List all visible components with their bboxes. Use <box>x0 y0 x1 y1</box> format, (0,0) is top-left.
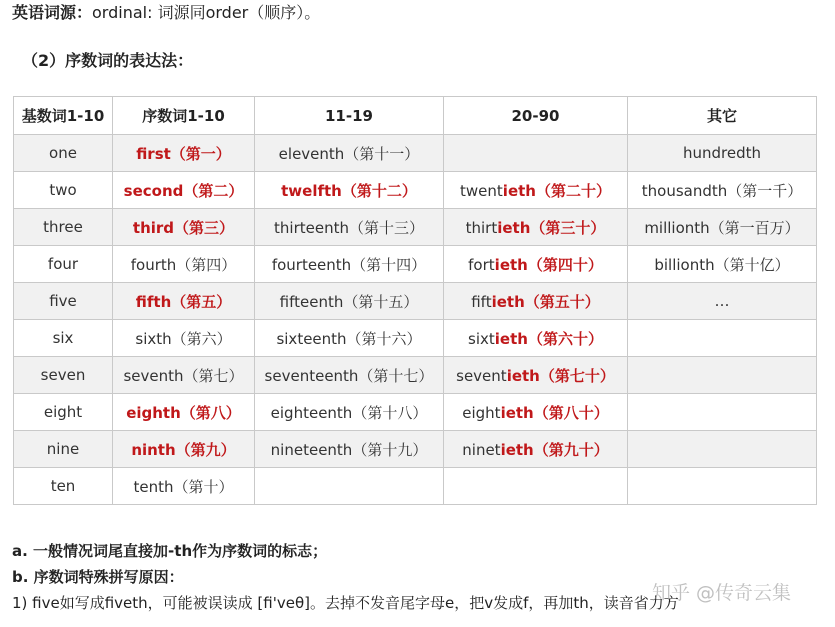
cell-text: five <box>49 292 77 310</box>
word-stem: ninet <box>462 440 501 459</box>
table-cell <box>113 209 255 246</box>
section-title: （2）序数词的表达法： <box>22 51 194 70</box>
table-body <box>14 135 817 505</box>
cell-text: tenth（第十） <box>133 477 234 496</box>
cell-text: sixteenth（第十六） <box>276 329 422 348</box>
table-cell <box>628 209 817 246</box>
table-cell <box>628 394 817 431</box>
highlighted-suffix: ieth（第五十） <box>491 292 600 311</box>
highlighted-suffix: ieth（第九十） <box>500 440 609 459</box>
header-other: 其它 <box>628 97 817 135</box>
table-cell <box>14 431 113 468</box>
highlighted-suffix: ieth（第七十） <box>506 366 615 385</box>
etymology-text: ordinal: 词源同order（顺序）。 <box>92 3 321 22</box>
table-cell <box>255 394 444 431</box>
table-cell <box>14 135 113 172</box>
table-cell <box>113 320 255 357</box>
table-cell <box>113 468 255 505</box>
header-11-19: 11-19 <box>255 97 444 135</box>
table-cell <box>255 468 444 505</box>
cell-text: billionth（第十亿） <box>654 255 790 274</box>
table-cell <box>14 209 113 246</box>
table-cell <box>14 468 113 505</box>
table-cell <box>14 246 113 283</box>
highlighted-word: fifth（第五） <box>135 292 232 311</box>
word-stem: sevent <box>456 366 507 385</box>
highlighted-suffix: ieth（第四十） <box>494 255 603 274</box>
cell-text: thousandth（第一千） <box>641 181 803 200</box>
word-stem: sixt <box>468 329 495 348</box>
table-cell <box>113 246 255 283</box>
cell-text: two <box>49 181 77 199</box>
highlighted-word: twelfth（第十二） <box>281 181 417 200</box>
note-b: b. 序数词特殊拼写原因： <box>12 568 184 586</box>
table-cell <box>628 246 817 283</box>
header-ordinal: 序数词1-10 <box>113 97 255 135</box>
table-cell <box>628 357 817 394</box>
table-cell <box>628 320 817 357</box>
cell-text: sixth（第六） <box>135 329 232 348</box>
cell-text: one <box>49 144 77 162</box>
table-cell <box>444 246 628 283</box>
table-cell <box>113 135 255 172</box>
cell-text: nine <box>46 440 80 458</box>
table-cell <box>628 468 817 505</box>
table-row <box>14 283 817 320</box>
table-cell <box>113 283 255 320</box>
cell-text: seventeenth（第十七） <box>264 366 434 385</box>
cell-text: three <box>43 218 83 236</box>
table-cell <box>444 135 628 172</box>
table-row <box>14 246 817 283</box>
cell-text: … <box>714 292 730 310</box>
table-cell <box>255 320 444 357</box>
cell-text: thirteenth（第十三） <box>274 218 424 237</box>
table-cell <box>444 394 628 431</box>
cell-text: nineteenth（第十九） <box>270 440 428 459</box>
table-cell <box>628 172 817 209</box>
cell-text: seventh（第七） <box>123 366 244 385</box>
table-cell <box>255 431 444 468</box>
cell-text: eleventh（第十一） <box>278 144 420 163</box>
table-cell <box>444 468 628 505</box>
table-row <box>14 357 817 394</box>
table-cell <box>14 320 113 357</box>
table-cell <box>14 172 113 209</box>
highlighted-word: eighth（第八） <box>126 403 241 422</box>
table-cell <box>14 283 113 320</box>
table-row <box>14 431 817 468</box>
table-cell <box>14 394 113 431</box>
table-row <box>14 320 817 357</box>
table-cell <box>255 209 444 246</box>
note-a: a. 一般情况词尾直接加-th作为序数词的标志； <box>12 542 328 560</box>
table-cell <box>444 320 628 357</box>
highlighted-suffix: ieth（第三十） <box>497 218 606 237</box>
cell-text: millionth（第一百万） <box>644 218 800 237</box>
highlighted-suffix: ieth（第八十） <box>500 403 609 422</box>
word-stem: fort <box>468 255 495 274</box>
table-cell <box>444 172 628 209</box>
table-cell <box>444 283 628 320</box>
highlighted-word: third（第三） <box>132 218 235 237</box>
cell-text: ten <box>50 477 76 495</box>
table-cell <box>113 394 255 431</box>
table-cell <box>444 431 628 468</box>
cell-text: eight <box>43 403 83 421</box>
table-row <box>14 172 817 209</box>
table-header-row <box>14 97 817 135</box>
table-row <box>14 135 817 172</box>
notes <box>12 538 679 616</box>
word-stem: thirt <box>465 218 498 237</box>
table-row <box>14 209 817 246</box>
cell-text: six <box>52 329 74 347</box>
table-cell <box>255 283 444 320</box>
header-cardinal: 基数词1-10 <box>14 97 113 135</box>
cell-text: four <box>47 255 79 273</box>
table-cell <box>255 246 444 283</box>
table-cell <box>113 172 255 209</box>
watermark: 知乎 @传奇云集 <box>652 582 792 604</box>
cell-text: eighteenth（第十八） <box>270 403 428 422</box>
table-row <box>14 394 817 431</box>
table-cell <box>113 431 255 468</box>
cell-text: fourteenth（第十四） <box>271 255 427 274</box>
word-stem: eight <box>462 403 501 422</box>
table-cell <box>14 357 113 394</box>
word-stem: fift <box>471 292 492 311</box>
table-cell <box>444 209 628 246</box>
etymology-line <box>12 2 320 24</box>
highlighted-suffix: ieth（第二十） <box>502 181 611 200</box>
highlighted-word: first（第一） <box>136 144 231 163</box>
table-cell <box>255 172 444 209</box>
table-cell <box>628 431 817 468</box>
cell-text: fourth（第四） <box>130 255 237 274</box>
cell-text: seven <box>40 366 86 384</box>
cell-text: fifteenth（第十五） <box>279 292 419 311</box>
table-cell <box>255 357 444 394</box>
table-cell <box>255 135 444 172</box>
highlighted-word: ninth（第九） <box>131 440 236 459</box>
note-c: 1) five如写成fiveth，可能被误读成 [fi'veθ]。去掉不发音尾字母e，把v发成f，再加th，读音省力方 <box>12 594 679 612</box>
word-stem: twent <box>460 181 503 200</box>
highlighted-word: second（第二） <box>123 181 244 200</box>
header-20-90: 20-90 <box>444 97 628 135</box>
cell-text: hundredth <box>682 144 762 162</box>
table-cell <box>113 357 255 394</box>
highlighted-suffix: ieth（第六十） <box>494 329 603 348</box>
etymology-label: 英语词源： <box>12 3 93 22</box>
table-row <box>14 468 817 505</box>
table-cell <box>444 357 628 394</box>
table-cell <box>628 283 817 320</box>
ordinal-table <box>13 96 817 505</box>
table-cell <box>628 135 817 172</box>
